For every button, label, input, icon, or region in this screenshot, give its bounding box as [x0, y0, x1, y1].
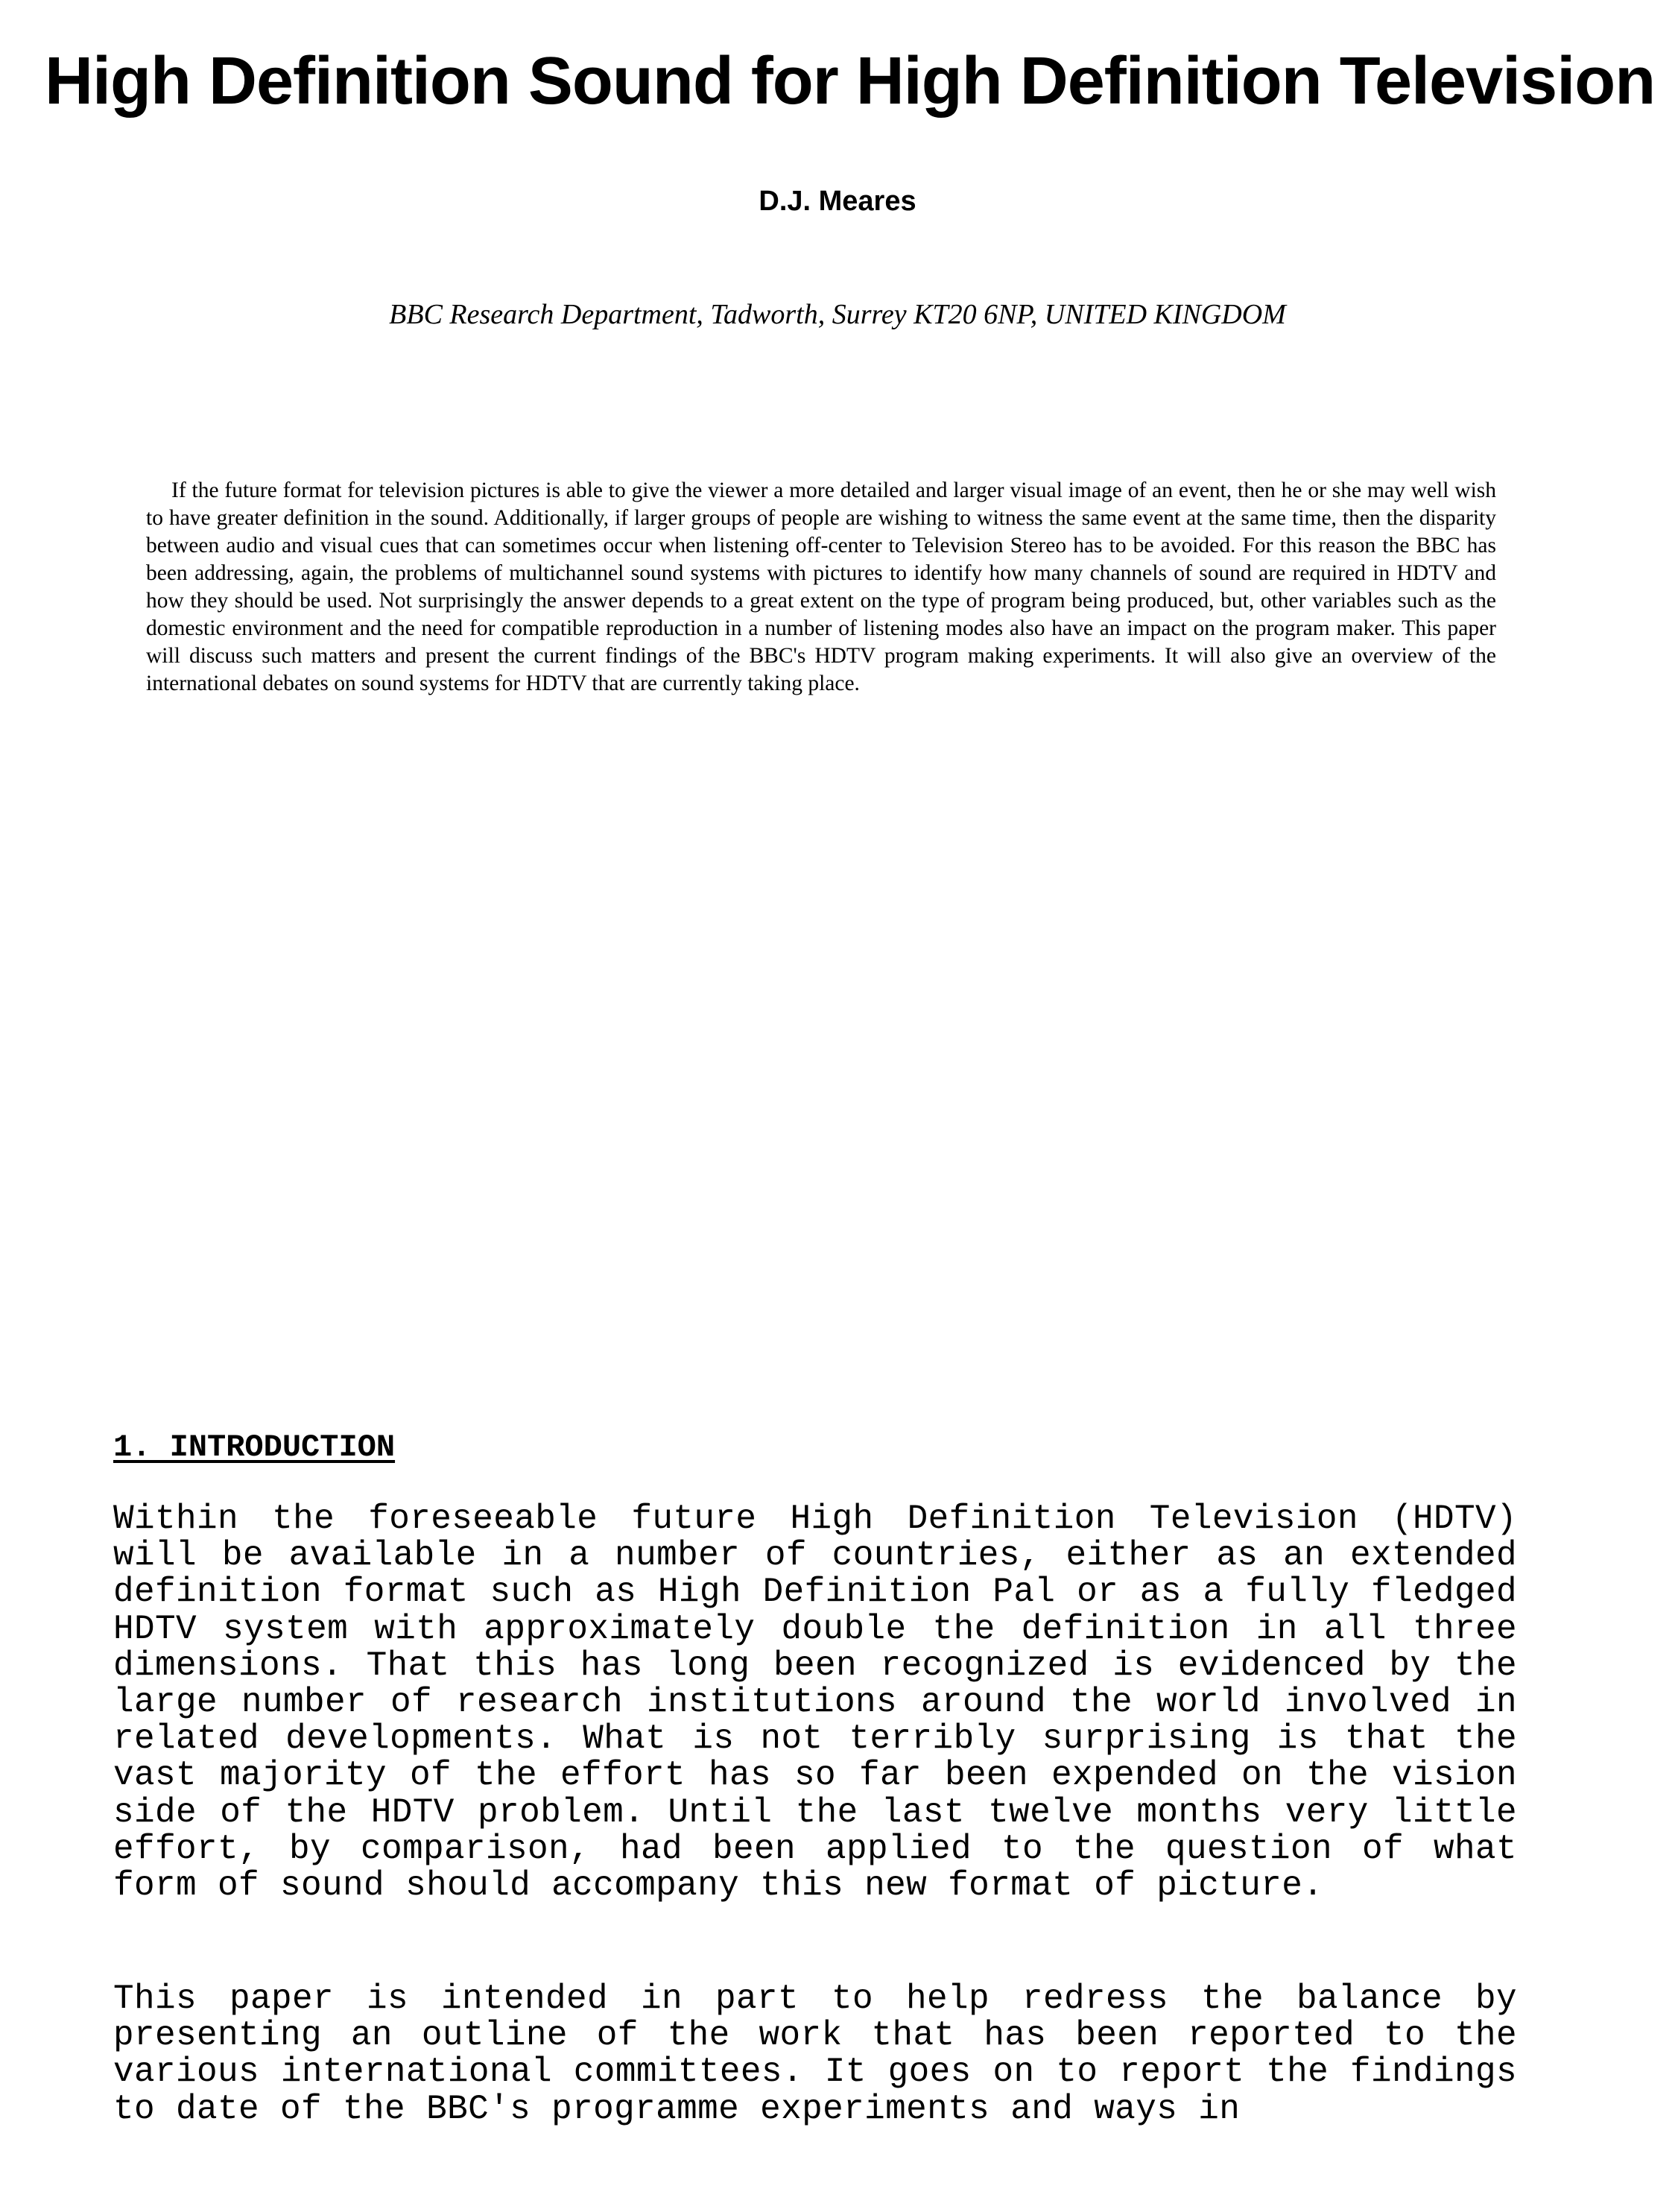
body-paragraph: Within the foreseeable future High Definition Television (HDTV) will be available in a number of countries, either as an extended definition format such as High Definition Pal or as a fully fledged HDTV system with approximately double the definition in all three dimensions. That this has long been recognized is evidenced by the large number of research institutions around the world involved in related developments. What is not terribly surprising is that the vast majority of the effort has so far been expended on the vision side of the HDTV problem. Until the last twelve months very little effort, by comparison, had been applied to the question of what form of sound should accompany this new format of picture. [113, 1500, 1517, 1906]
author-name: D.J. Meares [759, 186, 916, 217]
body-paragraph: This paper is intended in part to help redress the balance by presenting an outline of the work that has been reported to the various international committees. It goes on to report the findings to date of the BBC's programme experiments and ways in [113, 1979, 1517, 2129]
abstract: If the future format for television pictures is able to give the viewer a more detailed and larger visual image of an event, then he or she may well wish to have greater definition in the sound. Additionally, if larger groups of people are wishing to witness the same event at the same time, then the disparity between audio and visual cues that can sometimes occur when listening off-center to Television Stereo has to be avoided. For this reason the BBC has been addressing, again, the problems of multichannel sound systems with pictures to identify how many channels of sound are required in HDTV and how they should be used. Not surprisingly the answer depends to a great extent on the type of program being produced, but, other variables such as the domestic environment and the need for compatible reproduction in a number of listening modes also have an impact on the program maker. This paper will discuss such matters and present the current findings of the BBC's HDTV program making experiments. It will also give an overview of the international debates on sound systems for HDTV that are currently taking place. [146, 478, 1496, 695]
author-affiliation: BBC Research Department, Tadworth, Surrey KT20 6NP, UNITED KINGDOM [389, 299, 1286, 330]
paper-title: High Definition Sound for High Definition Television [45, 44, 1656, 118]
section-heading-introduction: 1. INTRODUCTION [113, 1429, 396, 1465]
